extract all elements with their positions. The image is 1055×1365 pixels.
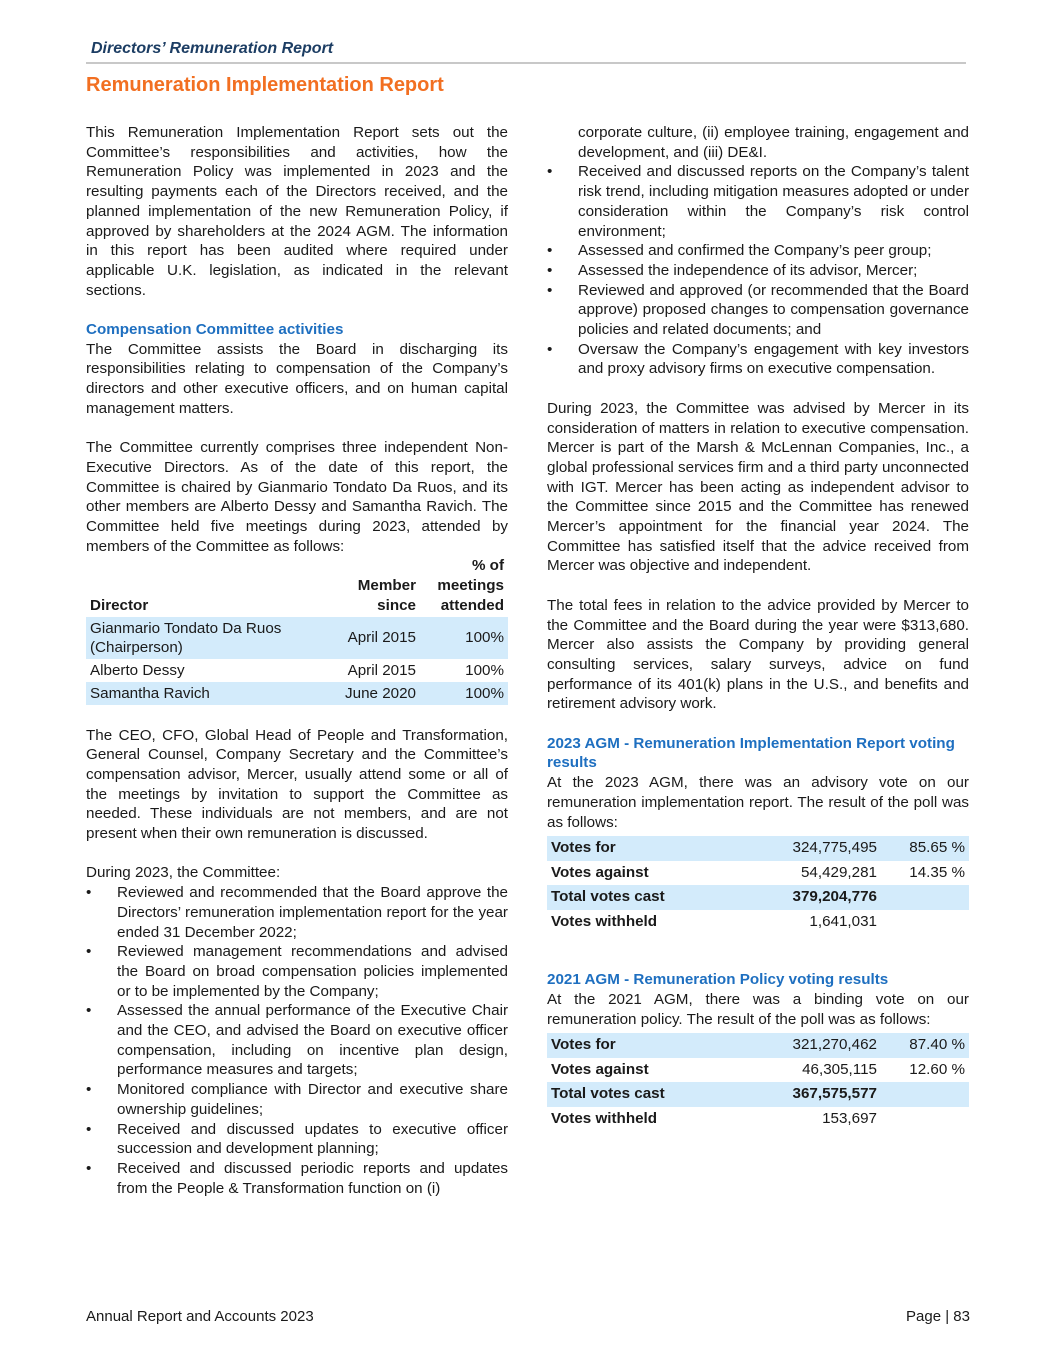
row-label: Total votes cast: [551, 1085, 665, 1103]
list-item-text: Assessed and confirmed the Company’s peer group;: [578, 242, 932, 260]
list-item-text: Reviewed management recommendations and advised the Board on broad compensation policies implemented or to be implemented by the Company;: [117, 943, 508, 1000]
list-item: • Oversaw the Company’s engagement with key investors and proxy advisory firms on executive compensation.: [547, 340, 969, 378]
member-since: June 2020: [345, 684, 416, 702]
vote-2023-text: At the 2023 AGM, there was an advisory vote on our remuneration implementation report. The result of the poll was as follows:: [547, 774, 969, 831]
fees-paragraph: The total fees in relation to the advice provided by Mercer to the Committee and the Board during the year were $313,680. Mercer also assists the Company by providing general consulting services, salary surveys, advice on fund performance of its 401(k) plans in the U.S., and benefits and retirement advisory work.: [547, 596, 969, 713]
intro-paragraph: This Remuneration Implementation Report sets out the Committee’s responsibilities and activities, how the Remuneration Policy was implemented in 2023 and the resulting payments each of the Directors received, and the planned implementation of the new Remuneration Policy, if approved by shareholders at the 2024 AGM. The information in this report has been audited where required under applicable U.K. legislation, as indicated in the relevant sections.: [86, 124, 508, 299]
during-intro: During 2023, the Committee:: [86, 864, 281, 882]
list-item: • Reviewed and recommended that the Board approve the Directors’ remuneration implementation report for the year ended 31 December 2022;: [86, 884, 508, 941]
row-label: Total votes cast: [551, 888, 665, 906]
table-row: [547, 861, 969, 886]
vote-2023-heading: 2023 AGM - Remuneration Implementation Report voting results: [547, 734, 955, 772]
list-item-text: Monitored compliance with Director and executive share ownership guidelines;: [117, 1081, 508, 1118]
list-item: • Reviewed management recommendations and advised the Board on broad compensation policies implemented or to be implemented by the Company;: [86, 943, 508, 1000]
row-label: Votes against: [551, 1060, 649, 1078]
vote-percent: [881, 885, 969, 910]
row-label: Votes for: [551, 839, 616, 857]
vote-percent: [881, 1082, 969, 1107]
activities-list: [86, 883, 508, 1198]
vote-count: 46,305,115: [802, 1060, 877, 1078]
page-title: Remuneration Implementation Report: [86, 74, 444, 96]
row-label: Votes withheld: [551, 912, 658, 930]
table-row: [547, 910, 969, 935]
list-item: • Assessed the independence of its advisor, Mercer;: [547, 261, 918, 279]
list-item: • Assessed and confirmed the Company’s peer group;: [547, 242, 932, 260]
list-item-text: Assessed the annual performance of the Executive Chair and the CEO, and advised the Board on executive officer compensation, including on incentive plan design, performance measures and targets;: [117, 1002, 508, 1079]
row-label: Votes for: [551, 1036, 616, 1054]
list-item: • Received and discussed updates to executive officer succession and development planning;: [86, 1120, 508, 1158]
section-header: Directors’ Remuneration Report: [91, 40, 334, 57]
vote-count: 379,204,776: [792, 888, 877, 906]
director-name: Samantha Ravich: [90, 684, 210, 702]
table-row: [86, 659, 508, 682]
committee-paragraph: The Committee currently comprises three independent Non-Executive Directors. As of the date of this report, the Committee is chaired by Gianmario Tondato Da Ruos, and its other members are Alberto Dessy and Samantha Ravich. The Committee held five meetings during 2023, attended by members of the Committee as follows:: [86, 439, 508, 555]
row-label: Votes withheld: [551, 1109, 658, 1127]
page-number: Page | 83: [906, 1308, 970, 1325]
vote-percent: [881, 1107, 969, 1132]
list-item-text: Received and discussed periodic reports and updates from the People & Transformation function on (i): [117, 1160, 508, 1197]
column-header: Director: [90, 596, 149, 614]
column-header: Member since: [357, 577, 416, 614]
left-column: [86, 123, 508, 1218]
member-since: April 2015: [347, 629, 416, 647]
attendees-paragraph: The CEO, CFO, Global Head of People and Transformation, General Counsel, Company Secretary and the Committee’s compensation advisor, Mercer, usually attend some or all of the meetings by invitation to support the Committee as needed. These individuals are not members, and are not present when their own remuneration is discussed.: [86, 726, 508, 843]
vote-count: 1,641,031: [809, 912, 877, 930]
list-item: • Monitored compliance with Director and executive share ownership guidelines;: [86, 1081, 508, 1118]
activities-paragraph: The Committee assists the Board in discharging its responsibilities relating to compensation of the Company’s directors and other executive officers, and on human capital management matters.: [86, 340, 508, 417]
table-row: [86, 682, 508, 705]
table-row: [86, 617, 508, 659]
attendance: 100%: [465, 661, 504, 679]
table-row: [547, 1058, 969, 1083]
member-since: April 2015: [347, 661, 416, 679]
list-item-text: Assessed the independence of its advisor, Mercer;: [578, 261, 918, 279]
list-item: • Received and discussed periodic reports and updates from the People & Transformation function on (i): [86, 1160, 508, 1197]
activities-heading: Compensation Committee activities: [86, 321, 344, 339]
director-name: Gianmario Tondato Da Ruos (Chairperson): [90, 619, 282, 656]
vote-percent: [881, 910, 969, 935]
header-divider: [86, 62, 966, 64]
list-item-text: Received and discussed updates to executive officer succession and development planning;: [117, 1120, 508, 1158]
table-row: [547, 1082, 969, 1107]
list-item: • Received and discussed reports on the Company’s talent risk trend, including mitigation measures adopted or under consideration within the Company’s risk control environment;: [547, 163, 969, 240]
vote-count: 324,775,495: [792, 839, 877, 857]
attendance: 100%: [465, 629, 504, 647]
vote-count: 153,697: [822, 1109, 877, 1127]
list-item-text: Oversaw the Company’s engagement with key investors and proxy advisory firms on executive compensation.: [578, 340, 969, 378]
vote-2021-table: [547, 1033, 969, 1131]
vote-percent: 87.40 %: [909, 1036, 965, 1054]
vote-percent: 14.35 %: [909, 863, 965, 881]
vote-count: 54,429,281: [800, 863, 877, 881]
attendance: 100%: [465, 684, 504, 702]
right-column: [547, 123, 969, 1131]
table-row: [547, 836, 969, 861]
vote-percent: 85.65 %: [909, 839, 965, 857]
vote-2023-table: [547, 836, 969, 934]
list-item: • Reviewed and approved (or recommended that the Board approve) proposed changes to compensation governance policies and related documents; and: [547, 281, 969, 339]
list-continuation: corporate culture, (ii) employee training, engagement and development, and (iii) DE&I.: [578, 124, 969, 161]
table-row: [547, 885, 969, 910]
table-header-row: [86, 556, 508, 616]
row-label: Votes against: [551, 863, 649, 881]
vote-count: 321,270,462: [792, 1036, 877, 1054]
vote-count: 367,575,577: [792, 1085, 877, 1103]
mercer-paragraph: During 2023, the Committee was advised by Mercer in its consideration of matters in relation to executive compensation. Mercer is part of the Marsh & McLennan Companies, Inc., a global professional services firm and a third party unconnected with IGT. Mercer has been acting as independent advisor to the Committee since 2015 and the Committee has renewed Mercer’s appointment for the financial year 2024. The Committee has satisfied itself that the advice received from Mercer was objective and independent.: [547, 399, 969, 575]
column-header: % of meetings attended: [437, 557, 504, 614]
vote-2021-text: At the 2021 AGM, there was a binding vote on our remuneration policy. The result of the poll was as follows:: [547, 990, 969, 1028]
list-item: • Assessed the annual performance of the Executive Chair and the CEO, and advised the Board on executive officer compensation, including on incentive plan design, performance measures and targets;: [86, 1002, 508, 1079]
director-name: Alberto Dessy: [90, 661, 185, 679]
list-item-text: Reviewed and recommended that the Board approve the Directors’ remuneration implementation report for the year ended 31 December 2022;: [117, 884, 508, 941]
table-row: [547, 1033, 969, 1058]
footer-report-title: Annual Report and Accounts 2023: [86, 1308, 314, 1325]
vote-2021-heading: 2021 AGM - Remuneration Policy voting results: [547, 971, 889, 989]
table-row: [547, 1107, 969, 1132]
vote-percent: 12.60 %: [909, 1060, 965, 1078]
members-table: [86, 556, 508, 704]
activities-list-continued: [547, 162, 969, 379]
list-item-text: Received and discussed reports on the Company’s talent risk trend, including mitigation measures adopted or under consideration within the Company’s risk control environment;: [578, 163, 969, 240]
list-item-text: Reviewed and approved (or recommended that the Board approve) proposed changes to compensation governance policies and related documents; and: [578, 281, 969, 339]
